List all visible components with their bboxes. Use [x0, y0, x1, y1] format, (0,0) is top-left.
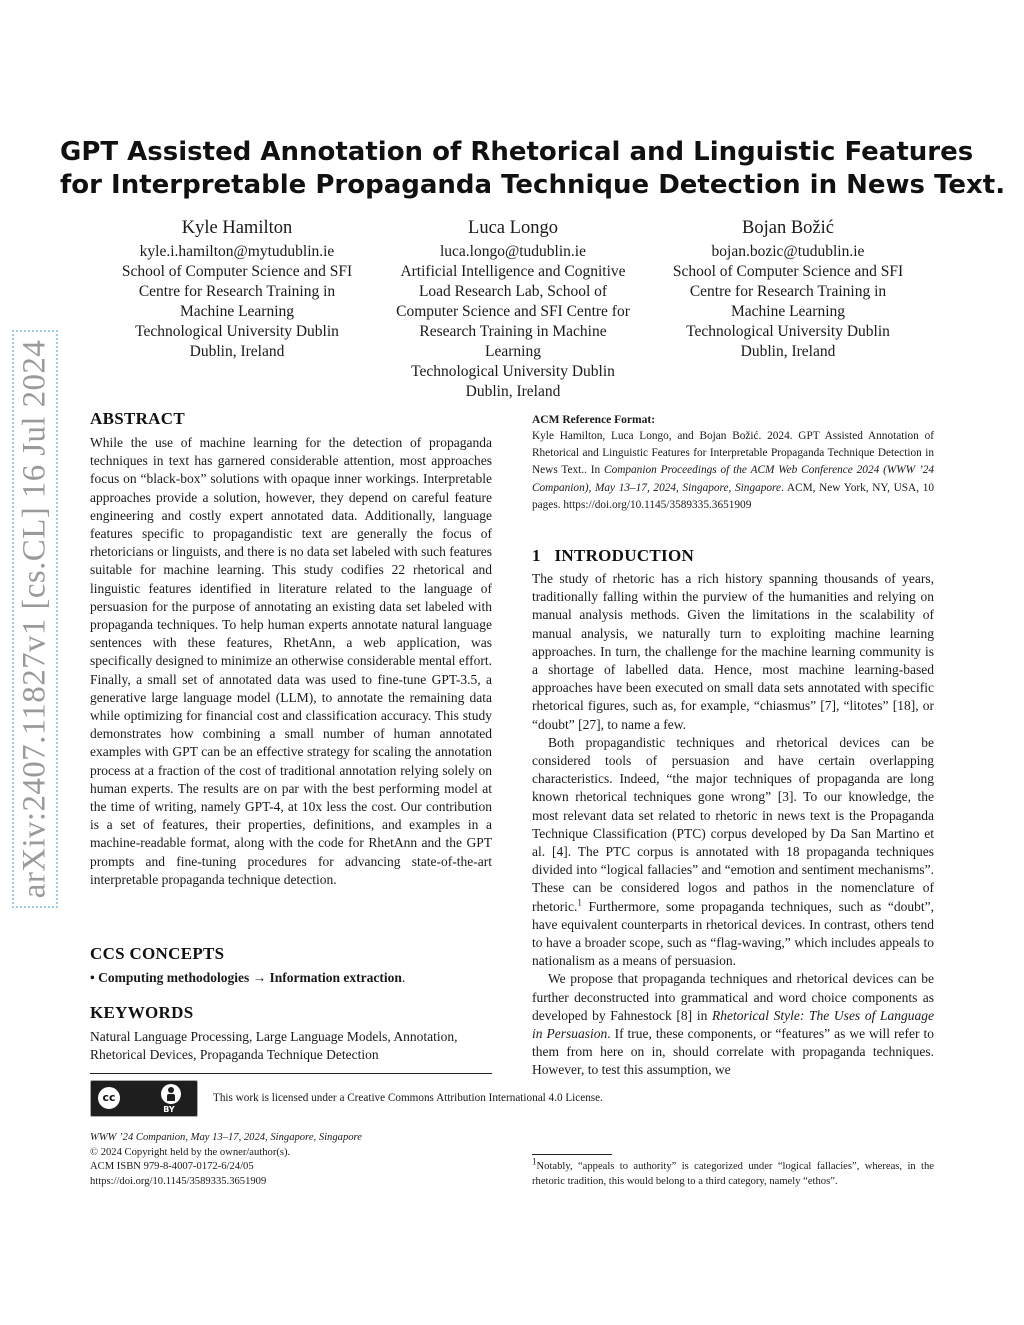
ccs-concept-item: • Computing methodologies → Information extraction: [90, 970, 402, 985]
author-affiliation-line: Learning: [485, 343, 541, 360]
footnote-mark: 1: [532, 1156, 537, 1167]
paper-title: [60, 136, 1006, 202]
abstract-heading: ABSTRACT: [90, 409, 185, 428]
footnote-marker: 1: [577, 897, 582, 908]
abstract-text: While the use of machine learning for the detection of propaganda techniques in text has garnered considerable attention, most approaches focus on “black-box” solutions with opaque inner workings. Interpretable approaches provide a solution, however, they depend on careful feature engineering and costly expert annotated data. Additionally, language features specific to propagandistic text are generally the focus of rhetoricians or linguists, and there is no data set labeled with such features suitable for machine learning. This study codifies 22 rhetorical and linguistic features identified in literature related to the language of persuasion for the purpose of annotating an existing data set labeled with propaganda techniques. To help human experts annotate natural language sentences with these features, RhetAnn, a web application, was specifically designed to minimize an otherwise considerable mental effort. Finally, a small set of annotated data was used to fine-tune GPT-3.5, a generative large language model (LLM), to annotate the remaining data while optimizing for financial cost and classification accuracy. This study demonstrates how combining a small number of human annotated examples with GPT can be an effective strategy for scaling the annotation process at a fraction of the cost of traditional annotation relying solely on human experts. The results are on par with the best performing model at the time of writing, namely GPT-4, at 10x less the cost. Our contribution is a set of features, their properties, definitions, and examples in a machine-readable format, along with the code for RhetAnn and the GPT prompts and fine-tuning procedures for advancing state-of-the-art interpretable propaganda technique detection.: [90, 435, 492, 887]
author-affiliation-line: Machine Learning: [179, 303, 295, 320]
author-affiliation-line: School of Computer Science and SFI: [121, 263, 353, 280]
keywords-text: Natural Language Processing, Large Language Models, Annotation, Rhetorical Devices, Propaganda Technique Detection: [90, 1029, 458, 1063]
copyright-line: © 2024 Copyright held by the owner/author(s).: [90, 1146, 291, 1158]
intro-paragraph-2-part-1: Both propagandistic techniques and rhetorical devices can be considered tools of persuasion and have certain overlapping characteristics. Indeed, “the major techniques of propaganda are long known rhetorical techniques gone wrong” [3]. To our knowledge, the most relevant data set related to rhetoric in news text is the Propaganda Technique Classification (PTC) corpus developed by Da San Martino et al. [4]. The PTC corpus is annotated with 18 propaganda techniques divided into “logical fallacies” and “emotion and sentiment mechanisms”. These can be considered logos and pathos in the nomenclature of rhetoric.: [532, 734, 934, 914]
author-block-2: [382, 216, 644, 402]
intro-paragraph-3-part-1: We propose that propaganda techniques and rhetorical devices can be further deconstructed into grammatical and word choice components as developed by Fahnestock [8] in: [532, 971, 934, 1023]
author-affiliation-line: Dublin, Ireland: [465, 383, 561, 400]
cc-by-label: BY: [163, 1105, 175, 1114]
ccs-concept-end: .: [401, 970, 406, 985]
license-text: This work is licensed under a Creative Commons Attribution International 4.0 License.: [213, 1092, 603, 1104]
intro-paragraph-1: The study of rhetoric has a rich history spanning thousands of years, traditionally falling within the purview of the humanities and relying on manual analysis methods. Given the limitations in the scalability of manual analysis, we naturally turn to exploiting machine learning approaches. In turn, the challenge for the machine learning community is a shortage of labelled data. Hence, most machine learning-based approaches have been executed on small data sets annotated with specific rhetorical figures, such as, for example, “chiasmus” [7], “litotes” [18], or “doubt” [27], to name a few.: [532, 571, 934, 732]
author-affiliation-line: Machine Learning: [730, 303, 846, 320]
acm-reference-heading: ACM Reference Format:: [532, 414, 656, 426]
intro-paragraph-2: [532, 734, 934, 971]
author-block-3: [662, 216, 914, 362]
author-name: Luca Longo: [468, 218, 558, 238]
author-affiliation-line: Load Research Lab, School of: [418, 283, 608, 300]
author-block-1: [112, 216, 362, 362]
arxiv-stamp: [12, 330, 58, 908]
author-affiliation-line: School of Computer Science and SFI: [672, 263, 904, 280]
author-email: luca.longo@tudublin.ie: [439, 243, 586, 260]
author-email: bojan.bozic@tudublin.ie: [711, 243, 865, 260]
author-email: kyle.i.hamilton@mytudublin.ie: [139, 243, 335, 260]
author-affiliation-line: Dublin, Ireland: [740, 343, 836, 360]
author-affiliation-line: Technological University Dublin: [135, 323, 339, 340]
acm-reference-venue: Companion Proceedings of the ACM Web Conference 2024 (WWW ’24 Companion), May 13–17, 2024, Singapore, Singapore: [532, 464, 934, 494]
arxiv-stamp-text: arXiv:2407.11827v1 [cs.CL] 16 Jul 2024: [16, 339, 53, 899]
author-affiliation-line: Technological University Dublin: [411, 363, 615, 380]
cc-icon: cc: [96, 1085, 122, 1111]
isbn-line: ACM ISBN 979-8-4007-0172-6/24/05: [90, 1161, 254, 1173]
footnote-text: Notably, “appeals to authority” is categorized under “logical fallacies”, whereas, in the rhetoric tradition, this would belong to a third category, namely “ethos”.: [532, 1161, 934, 1187]
footnote: [532, 1156, 934, 1189]
acm-reference: [532, 414, 934, 514]
doi-line: https://doi.org/10.1145/3589335.3651909: [90, 1175, 267, 1187]
author-affiliation-line: Research Training in Machine: [419, 323, 607, 340]
author-name: Kyle Hamilton: [181, 218, 293, 238]
introduction-heading: 1 INTRODUCTION: [532, 546, 695, 565]
author-affiliation-line: Computer Science and SFI Centre for: [396, 303, 630, 320]
author-name: Bojan Božić: [742, 218, 834, 238]
publication-info: [90, 1131, 362, 1189]
author-affiliation-line: Technological University Dublin: [686, 323, 890, 340]
author-affiliation-line: Dublin, Ireland: [189, 343, 285, 360]
ccs-concepts-text: [90, 969, 492, 987]
paper-title-line-2: for Interpretable Propaganda Technique Detection in News Text.: [60, 170, 1006, 200]
acm-reference-authors: Kyle Hamilton, Luca Longo, and Bojan Božić. 2024. GPT Assisted Annotation of Rhetorical and Linguistic Features for Interpretable Propaganda Technique Detection in News Text.. In: [532, 430, 934, 477]
author-affiliation-line: Centre for Research Training in: [138, 283, 336, 300]
acm-reference-text: [532, 428, 934, 514]
attribution-person-icon: [161, 1084, 181, 1104]
intro-paragraph-3-part-2: . If true, these components, or “features” as we will refer to them from here on in, should correlate with propaganda techniques. However, to test this assumption, we: [532, 1026, 934, 1078]
author-affiliation-line: Centre for Research Training in: [689, 283, 887, 300]
ccs-concepts-heading: CCS CONCEPTS: [90, 944, 225, 963]
keywords-section: [90, 1003, 492, 1064]
venue-line: WWW ’24 Companion, May 13–17, 2024, Singapore, Singapore: [90, 1132, 362, 1143]
intro-paragraph-2-part-2: Furthermore, some propaganda techniques, such as “doubt”, have equivalent counterparts in rhetorical devices. In contrast, others tend to have a broader scope, such as “flag-waving,” which includes appeals to nationalism as a means of persuasion.: [532, 898, 934, 969]
ccs-concepts-section: [90, 944, 492, 987]
paper-title-line-1: GPT Assisted Annotation of Rhetorical and Linguistic Features: [60, 137, 974, 167]
abstract-section: [90, 409, 492, 889]
creative-commons-badge: [90, 1080, 198, 1117]
intro-paragraph-3: [532, 970, 934, 1079]
license-rule: [90, 1073, 492, 1074]
keywords-heading: KEYWORDS: [90, 1003, 194, 1022]
intro-book-title: Rhetorical Style: The Uses of Language in Persuasion: [532, 1007, 934, 1042]
footnote-rule: [532, 1154, 612, 1155]
acm-reference-tail: . ACM, New York, NY, USA, 10 pages. https://doi.org/10.1145/3589335.3651909: [532, 481, 935, 511]
author-affiliation-line: Artificial Intelligence and Cognitive: [400, 263, 626, 280]
introduction-section: [532, 546, 934, 1080]
